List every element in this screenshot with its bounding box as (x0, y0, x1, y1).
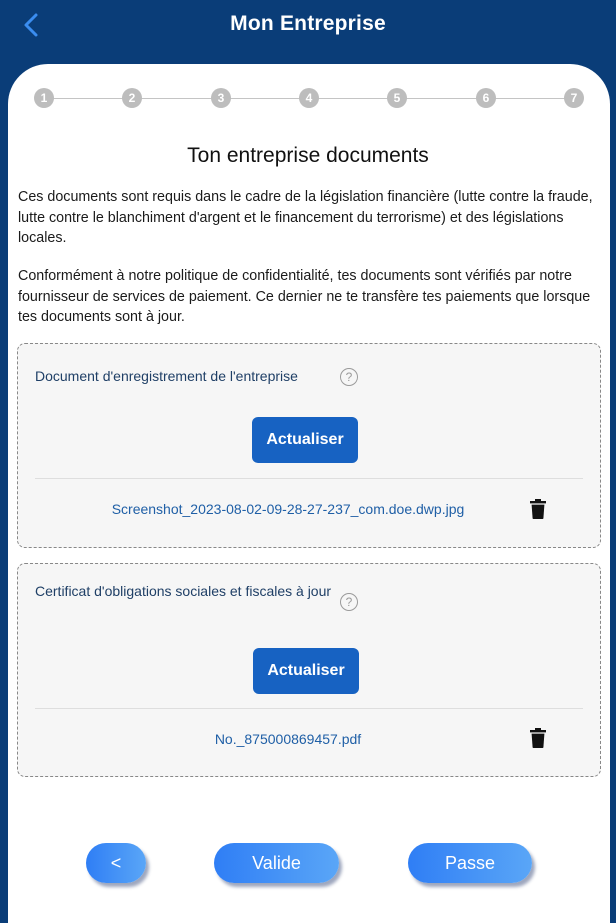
step-4: 4 (299, 88, 319, 108)
info-paragraph-legislation: Ces documents sont requis dans le cadre de la législation financière (lutte contre la fraude, lutte contre le blanchiment d'argent et le financement du terrorisme) et des législations locales. (18, 189, 593, 246)
delete-file-button[interactable] (530, 728, 546, 748)
uploaded-file-link[interactable]: No._875000869457.pdf (214, 731, 362, 747)
uploaded-file-link[interactable]: Screenshot_2023-08-02-09-28-27-237_com.doe.dwp.jpg (111, 501, 465, 517)
divider (35, 478, 583, 479)
app-title: Mon Entreprise (230, 12, 386, 35)
progress-stepper (34, 88, 584, 108)
document-title: Certificat d'obligations sociales et fiscales à jour (35, 583, 332, 599)
page-title: Ton entreprise documents (187, 144, 429, 167)
trash-icon (530, 728, 546, 748)
update-document-button[interactable]: Actualiser (252, 417, 358, 463)
skip-button[interactable]: Passe (408, 843, 532, 883)
step-1: 1 (34, 88, 54, 108)
validate-button[interactable]: Valide (214, 843, 339, 883)
document-upload-box-registration (17, 343, 601, 548)
document-title: Document d'enregistrement de l'entreprise (35, 368, 298, 384)
step-2: 2 (122, 88, 142, 108)
question-circle-icon[interactable]: ? (340, 368, 358, 386)
previous-step-button[interactable]: < (86, 843, 146, 883)
step-7: 7 (564, 88, 584, 108)
document-upload-box-certificate (17, 563, 601, 777)
info-paragraph-privacy: Conformément à notre politique de confidentialité, tes documents sont vérifiés par notre fournisseur de services de paiement. Ce dernier ne te transfère tes paiements que lorsque tes documents sont à jour. (18, 268, 591, 325)
step-5: 5 (387, 88, 407, 108)
trash-icon (530, 499, 546, 519)
update-document-button[interactable]: Actualiser (253, 648, 359, 694)
delete-file-button[interactable] (530, 499, 546, 519)
step-6: 6 (476, 88, 496, 108)
step-3: 3 (211, 88, 231, 108)
divider (35, 708, 583, 709)
question-circle-icon[interactable]: ? (340, 593, 358, 611)
